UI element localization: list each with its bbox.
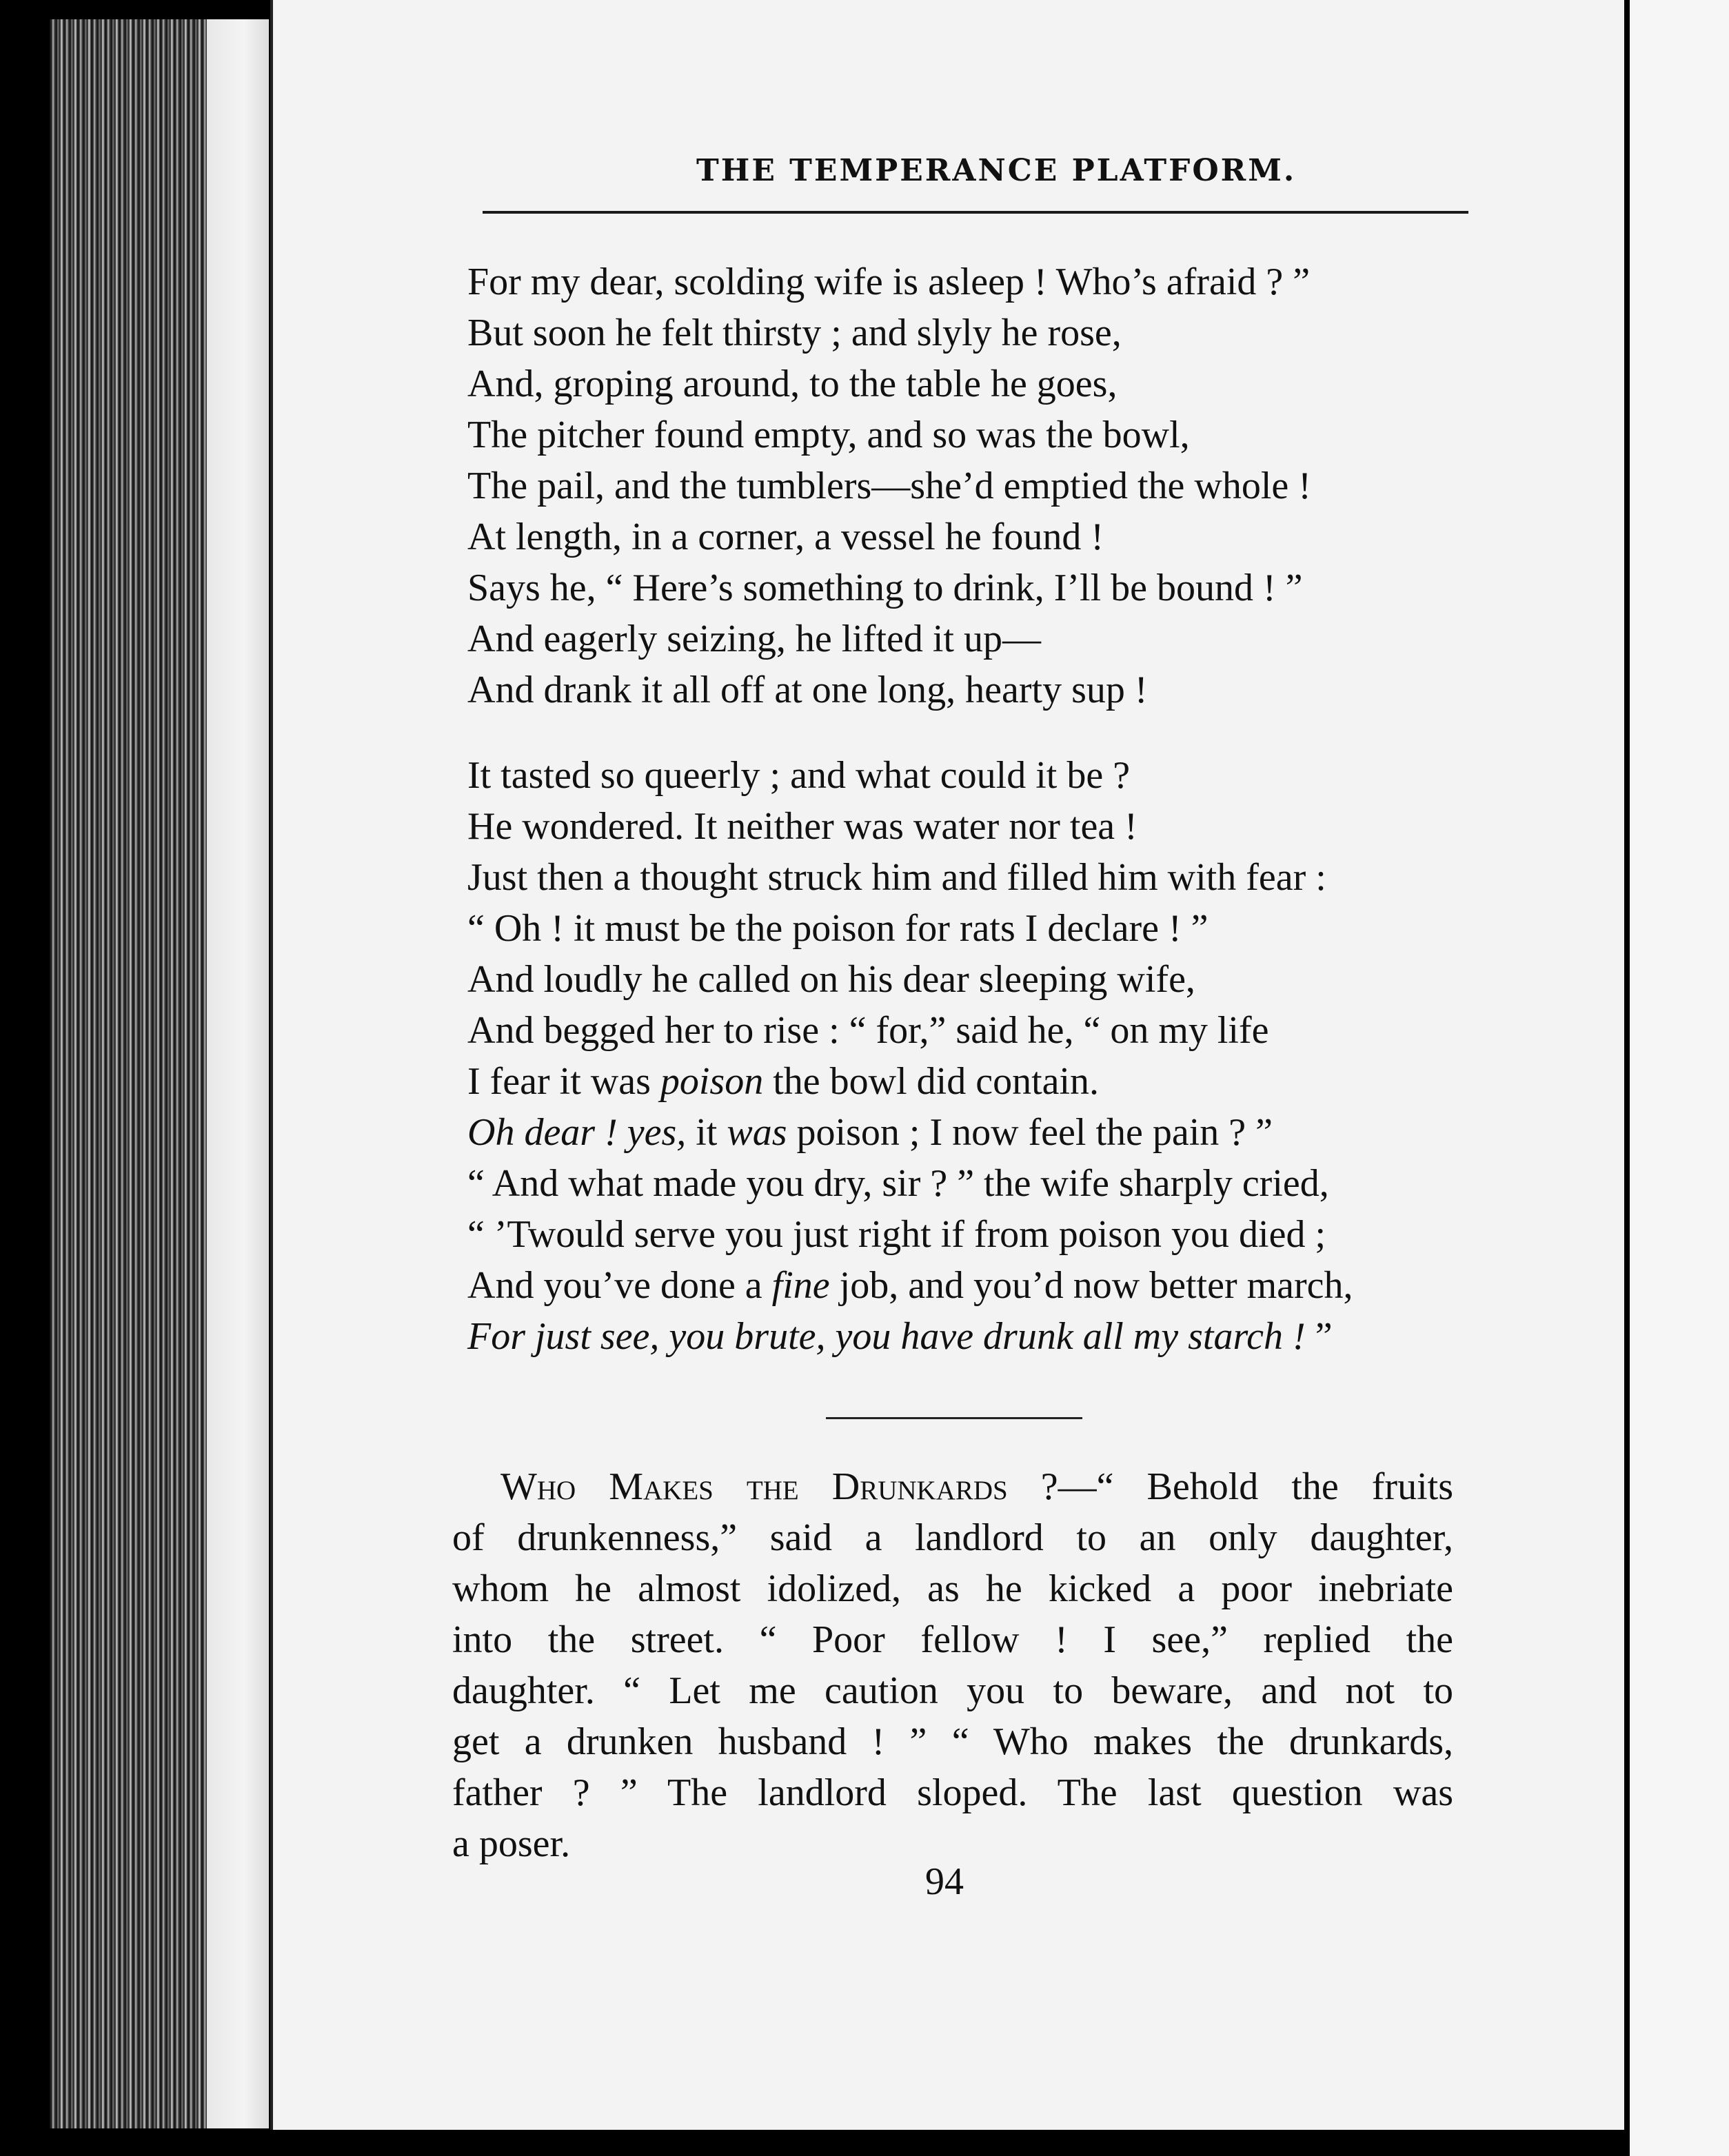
prose-paragraph xyxy=(452,1461,1453,1869)
verse-line: “ ’Twould serve you just right if from poison you died ; xyxy=(467,1213,1326,1256)
verse-line: For my dear, scolding wife is asleep ! Who’s afraid ? ” xyxy=(467,261,1311,303)
verse-line: At length, in a corner, a vessel he found ! xyxy=(467,516,1104,558)
verse-line: Just then a thought struck him and filled him with fear : xyxy=(467,856,1326,899)
verse-text: And you’ve done a xyxy=(467,1264,772,1307)
verse-line: And loudly he called on his dear sleeping wife, xyxy=(467,958,1195,1001)
verse-line: The pitcher found empty, and so was the bowl, xyxy=(467,414,1190,456)
emphasis-text: For just see, you brute, you have drunk all my starch ! xyxy=(467,1315,1306,1358)
verse-line: It tasted so queerly ; and what could it be ? xyxy=(467,754,1131,797)
verse-line xyxy=(467,1107,1460,1158)
verse-line: But soon he felt thirsty ; and slyly he rose, xyxy=(467,312,1122,354)
running-head: THE TEMPERANCE PLATFORM. xyxy=(696,153,1297,188)
prose-line: get a drunken husband ! ” “ Who makes the drunkards, xyxy=(452,1720,1453,1763)
prose-text: —“ Behold the fruits xyxy=(1058,1465,1453,1508)
emphasis-text: Oh dear ! yes, xyxy=(467,1111,687,1154)
stanza-break xyxy=(467,715,1460,750)
verse-text: it xyxy=(686,1111,727,1154)
verse-line: “ Oh ! it must be the poison for rats I declare ! ” xyxy=(467,907,1209,950)
prose-line: of drunkenness,” said a landlord to an only daughter, xyxy=(452,1516,1453,1559)
verse-line: “ And what made you dry, sir ? ” the wife sharply cried, xyxy=(467,1162,1329,1205)
verse-text: I fear it was xyxy=(467,1060,660,1103)
prose-line: whom he almost idolized, as he kicked a poor inebriate xyxy=(452,1567,1453,1610)
verse-line: The pail, and the tumblers—she’d emptied the whole ! xyxy=(467,465,1311,507)
verse-line: Says he, “ Here’s something to drink, I’ll be bound ! ” xyxy=(467,567,1303,609)
page-stack-edge xyxy=(207,19,269,2128)
verse-line: And drank it all off at one long, hearty sup ! xyxy=(467,669,1148,711)
header-rule xyxy=(483,211,1468,214)
prose-line: daughter. “ Let me caution you to beware, and not to xyxy=(452,1669,1453,1712)
verse-line: And eagerly seizing, he lifted it up— xyxy=(467,618,1041,660)
prose-line: into the street. “ Poor fellow ! I see,” replied the xyxy=(452,1618,1453,1661)
emphasis-text: was xyxy=(727,1111,787,1154)
verse-line: He wondered. It neither was water nor tea ! xyxy=(467,805,1138,848)
verse-text: ” xyxy=(1305,1315,1333,1358)
emphasis-text: fine xyxy=(771,1264,830,1307)
verse-line xyxy=(467,1260,1460,1311)
prose-line xyxy=(452,1461,1453,1512)
section-divider xyxy=(826,1417,1082,1419)
prose-line: a poser. xyxy=(452,1822,571,1865)
verse-line xyxy=(467,1056,1460,1107)
verse-line: And, groping around, to the table he goes, xyxy=(467,363,1118,405)
verse-line xyxy=(467,1311,1460,1362)
section-title: Who Makes the Drunkards ? xyxy=(501,1465,1058,1508)
adjacent-page-edge xyxy=(1624,0,1729,2156)
verse-line: And begged her to rise : “ for,” said he, “ on my life xyxy=(467,1009,1269,1052)
poem xyxy=(467,256,1460,1362)
verse-text: job, and you’d now better march, xyxy=(829,1264,1353,1307)
prose-line: father ? ” The landlord sloped. The last question was xyxy=(452,1771,1453,1814)
verse-text: the bowl did contain. xyxy=(763,1060,1100,1103)
page-number: 94 xyxy=(925,1860,964,1903)
verse-text: poison ; I now feel the pain ? ” xyxy=(787,1111,1273,1154)
emphasis-text: poison xyxy=(660,1060,764,1103)
